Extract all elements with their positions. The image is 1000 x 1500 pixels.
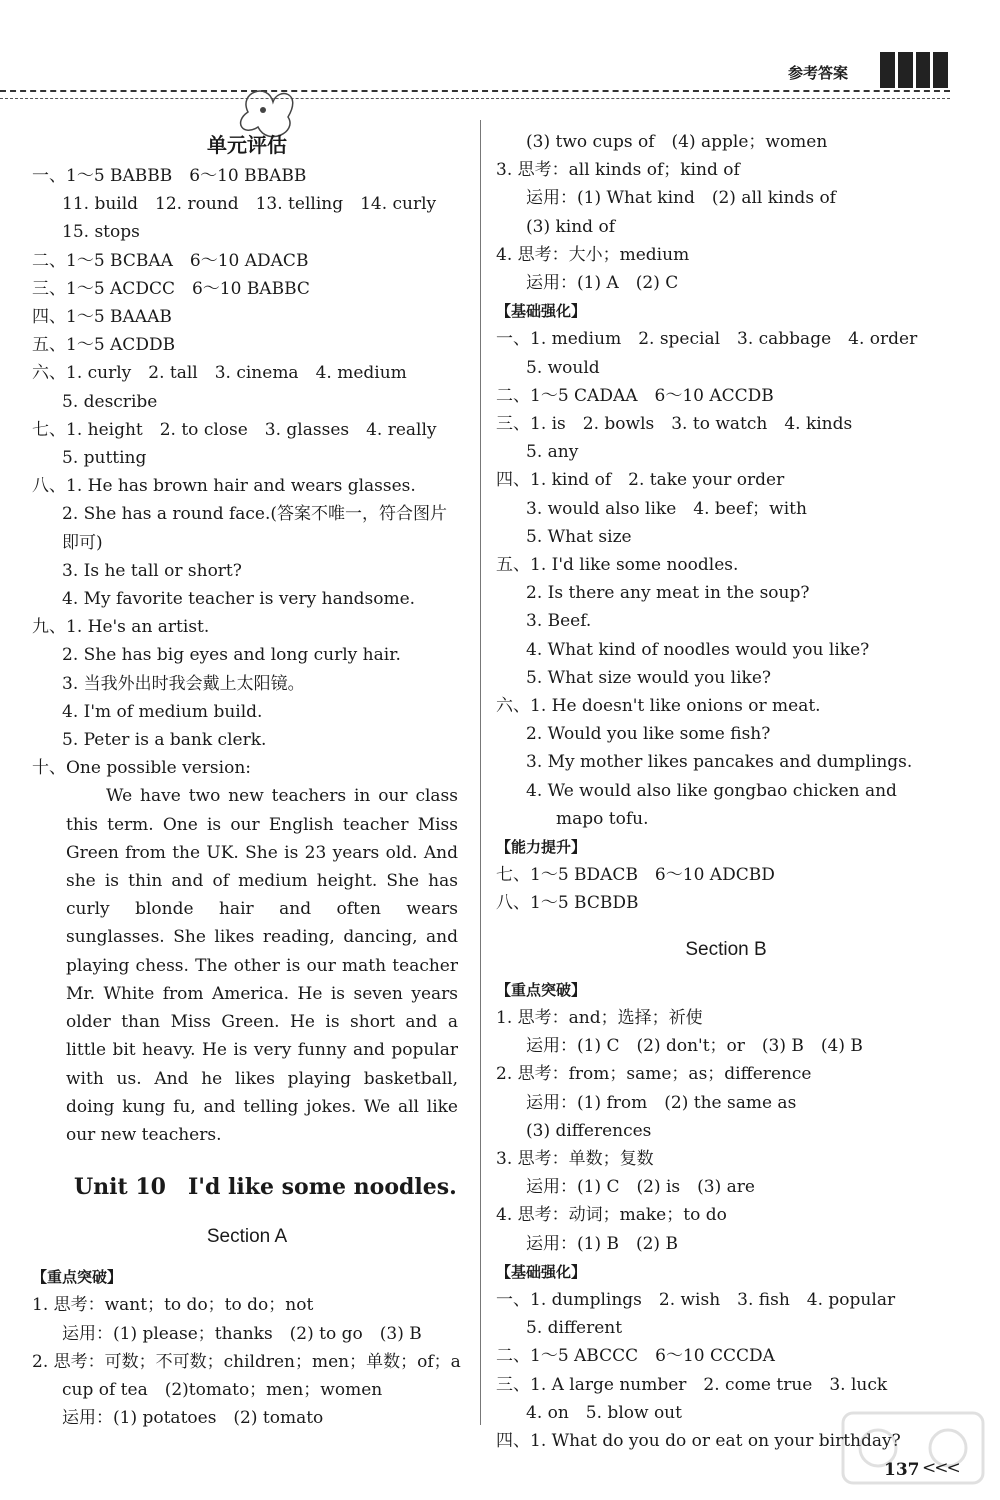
answer-line: 五、1～5 ACDDB	[32, 335, 176, 356]
answer-line: 一、1. medium 2. special 3. cabbage 4. order	[496, 329, 918, 350]
answer-line: mapo tofu.	[556, 808, 649, 829]
answer-line: 运用：(1) B (2) B	[526, 1233, 678, 1254]
answer-line: 十、One possible version:	[32, 758, 251, 779]
answer-line: 1. 思考：and；选择；祈使	[496, 1007, 703, 1028]
answer-line: 八、1～5 BCBDB	[496, 893, 639, 914]
answer-line: cup of tea (2)tomato；men；women	[62, 1379, 383, 1400]
answer-line: 2. She has a round face.(答案不唯一，符合图片	[62, 504, 448, 525]
answer-line: 2. Is there any meat in the soup?	[526, 583, 810, 604]
section-title: Section B	[685, 938, 767, 960]
answer-line: 3. would also like 4. beef；with	[526, 498, 807, 519]
unit-title: Unit 10 I'd like some noodles.	[74, 1174, 457, 1201]
answer-line: (3) differences	[526, 1120, 652, 1141]
answer-line: 五、1. I'd like some noodles.	[496, 555, 739, 576]
answer-line: 九、1. He's an artist.	[32, 617, 210, 638]
answer-line: 四、1. What do you do or eat on your birthday?	[496, 1430, 901, 1451]
answer-line: 二、1～5 CADAA 6～10 ACCDB	[496, 385, 774, 406]
section-title: Section A	[206, 1226, 288, 1248]
answer-line: 运用：(1) A (2) C	[526, 273, 679, 294]
answer-line: 四、1～5 BAAAB	[32, 307, 172, 328]
tag-basic: 【基础强化】	[496, 302, 587, 321]
answer-line: 5. describe	[62, 391, 158, 412]
answer-line: 七、1. height 2. to close 3. glasses 4. really	[32, 419, 437, 440]
header-rule-secondary	[0, 98, 950, 99]
answer-line: 运用：(1) from (2) the same as	[526, 1092, 797, 1113]
answer-line: 三、1～5 ACDCC 6～10 BABBC	[32, 278, 310, 299]
answer-line: 5. putting	[62, 448, 147, 469]
tag-key-points: 【重点突破】	[496, 980, 587, 999]
answer-line: 5. What size would you like?	[526, 667, 771, 688]
answer-line: 4. on 5. blow out	[526, 1402, 682, 1423]
answer-line: 3. 思考：单数；复数	[496, 1148, 654, 1169]
answer-line: 八、1. He has brown hair and wears glasses.	[32, 476, 416, 497]
answer-line: 3. My mother likes pancakes and dumplings.	[526, 752, 913, 773]
answer-line: 1. 思考：want；to do；to do；not	[32, 1295, 314, 1316]
answer-line: 运用：(1) C (2) don't；or (3) B (4) B	[526, 1036, 863, 1057]
answer-line: (3) kind of	[526, 216, 615, 237]
tag-ability: 【能力提升】	[496, 838, 587, 857]
answer-line: 即可)	[62, 532, 103, 553]
answer-line: 5. What size	[526, 526, 632, 547]
answer-line: 一、1～5 BABBB 6～10 BBABB	[32, 166, 307, 186]
answer-line: 4. 思考：大小；medium	[496, 244, 690, 265]
tag-key-points: 【重点突破】	[32, 1268, 123, 1287]
sample-essay: We have two new teachers in our class this term. One is our English teacher Miss Green from the UK. She is 23 years old. And she is thin and of medium height. She has curly blonde hair and often wears sunglasses. She likes reading, dancing, and playing chess. The other is our math teacher Mr. White from America. He is seven years older than Miss Green. He is short and a little bit heavy. He is very funny and popular with us. And he likes playing basketball, doing kung fu, and telling jokes. We all like our new teachers.	[66, 786, 458, 1145]
answer-line: 运用：(1) potatoes (2) tomato	[62, 1408, 324, 1429]
answer-line: 三、1. A large number 2. come true 3. luck	[496, 1374, 888, 1395]
header-decoration	[880, 52, 948, 88]
answer-line: 六、1. He doesn't like onions or meat.	[496, 696, 821, 717]
page-arrows-icon: <<<	[922, 1458, 959, 1478]
page-number: 137	[884, 1460, 920, 1480]
answer-line: 4. We would also like gongbao chicken and	[526, 780, 897, 801]
answer-line: 5. any	[526, 442, 579, 463]
answer-line: 3. Beef.	[526, 611, 592, 632]
section-heading: 单元评估	[207, 133, 287, 157]
answer-line: 4. 思考：动词；make；to do	[496, 1205, 727, 1226]
answer-line: 二、1～5 ABCCC 6～10 CCCDA	[496, 1346, 775, 1367]
answer-line: 七、1～5 BDACB 6～10 ADCBD	[496, 865, 775, 886]
answer-line: 4. I'm of medium build.	[62, 701, 263, 722]
answer-line: 3. 思考：all kinds of；kind of	[496, 160, 740, 181]
answer-line: 一、1. dumplings 2. wish 3. fish 4. popular	[496, 1289, 896, 1310]
answer-line: 六、1. curly 2. tall 3. cinema 4. medium	[32, 363, 407, 384]
answer-line: 4. What kind of noodles would you like?	[526, 639, 870, 660]
tag-basic: 【基础强化】	[496, 1262, 587, 1281]
answer-line: 3. 当我外出时我会戴上太阳镜。	[62, 673, 305, 694]
answer-line: 15. stops	[62, 222, 140, 243]
answer-line: 三、1. is 2. bowls 3. to watch 4. kinds	[496, 414, 853, 435]
answer-line: 4. My favorite teacher is very handsome.	[62, 589, 416, 610]
header-label: 参考答案	[788, 64, 849, 82]
answer-line: 运用：(1) please；thanks (2) to go (3) B	[62, 1323, 422, 1344]
answer-line: 四、1. kind of 2. take your order	[496, 470, 785, 491]
answer-line: 运用：(1) What kind (2) all kinds of	[526, 188, 836, 209]
answer-line: 2. She has big eyes and long curly hair.	[62, 645, 401, 666]
answer-line: (3) two cups of (4) apple；women	[526, 132, 828, 152]
column-divider	[480, 120, 481, 1425]
answer-line: 5. would	[526, 357, 600, 378]
answer-line: 3. Is he tall or short?	[62, 560, 242, 581]
answer-line: 2. 思考：from；same；as；difference	[496, 1064, 812, 1085]
answer-line: 运用：(1) C (2) is (3) are	[526, 1177, 755, 1198]
left-column	[32, 128, 462, 1432]
answer-line: 11. build 12. round 13. telling 14. curly	[62, 194, 437, 215]
answer-line: 5. different	[526, 1318, 623, 1339]
answer-line: 2. Would you like some fish?	[526, 724, 771, 745]
header-rule	[0, 90, 950, 92]
answer-line: 5. Peter is a bank clerk.	[62, 730, 267, 751]
right-column	[496, 128, 956, 1455]
answer-line: 2. 思考：可数；不可数；children；men；单数；of；a	[32, 1351, 461, 1372]
answer-line: 二、1～5 BCBAA 6～10 ADACB	[32, 250, 309, 271]
